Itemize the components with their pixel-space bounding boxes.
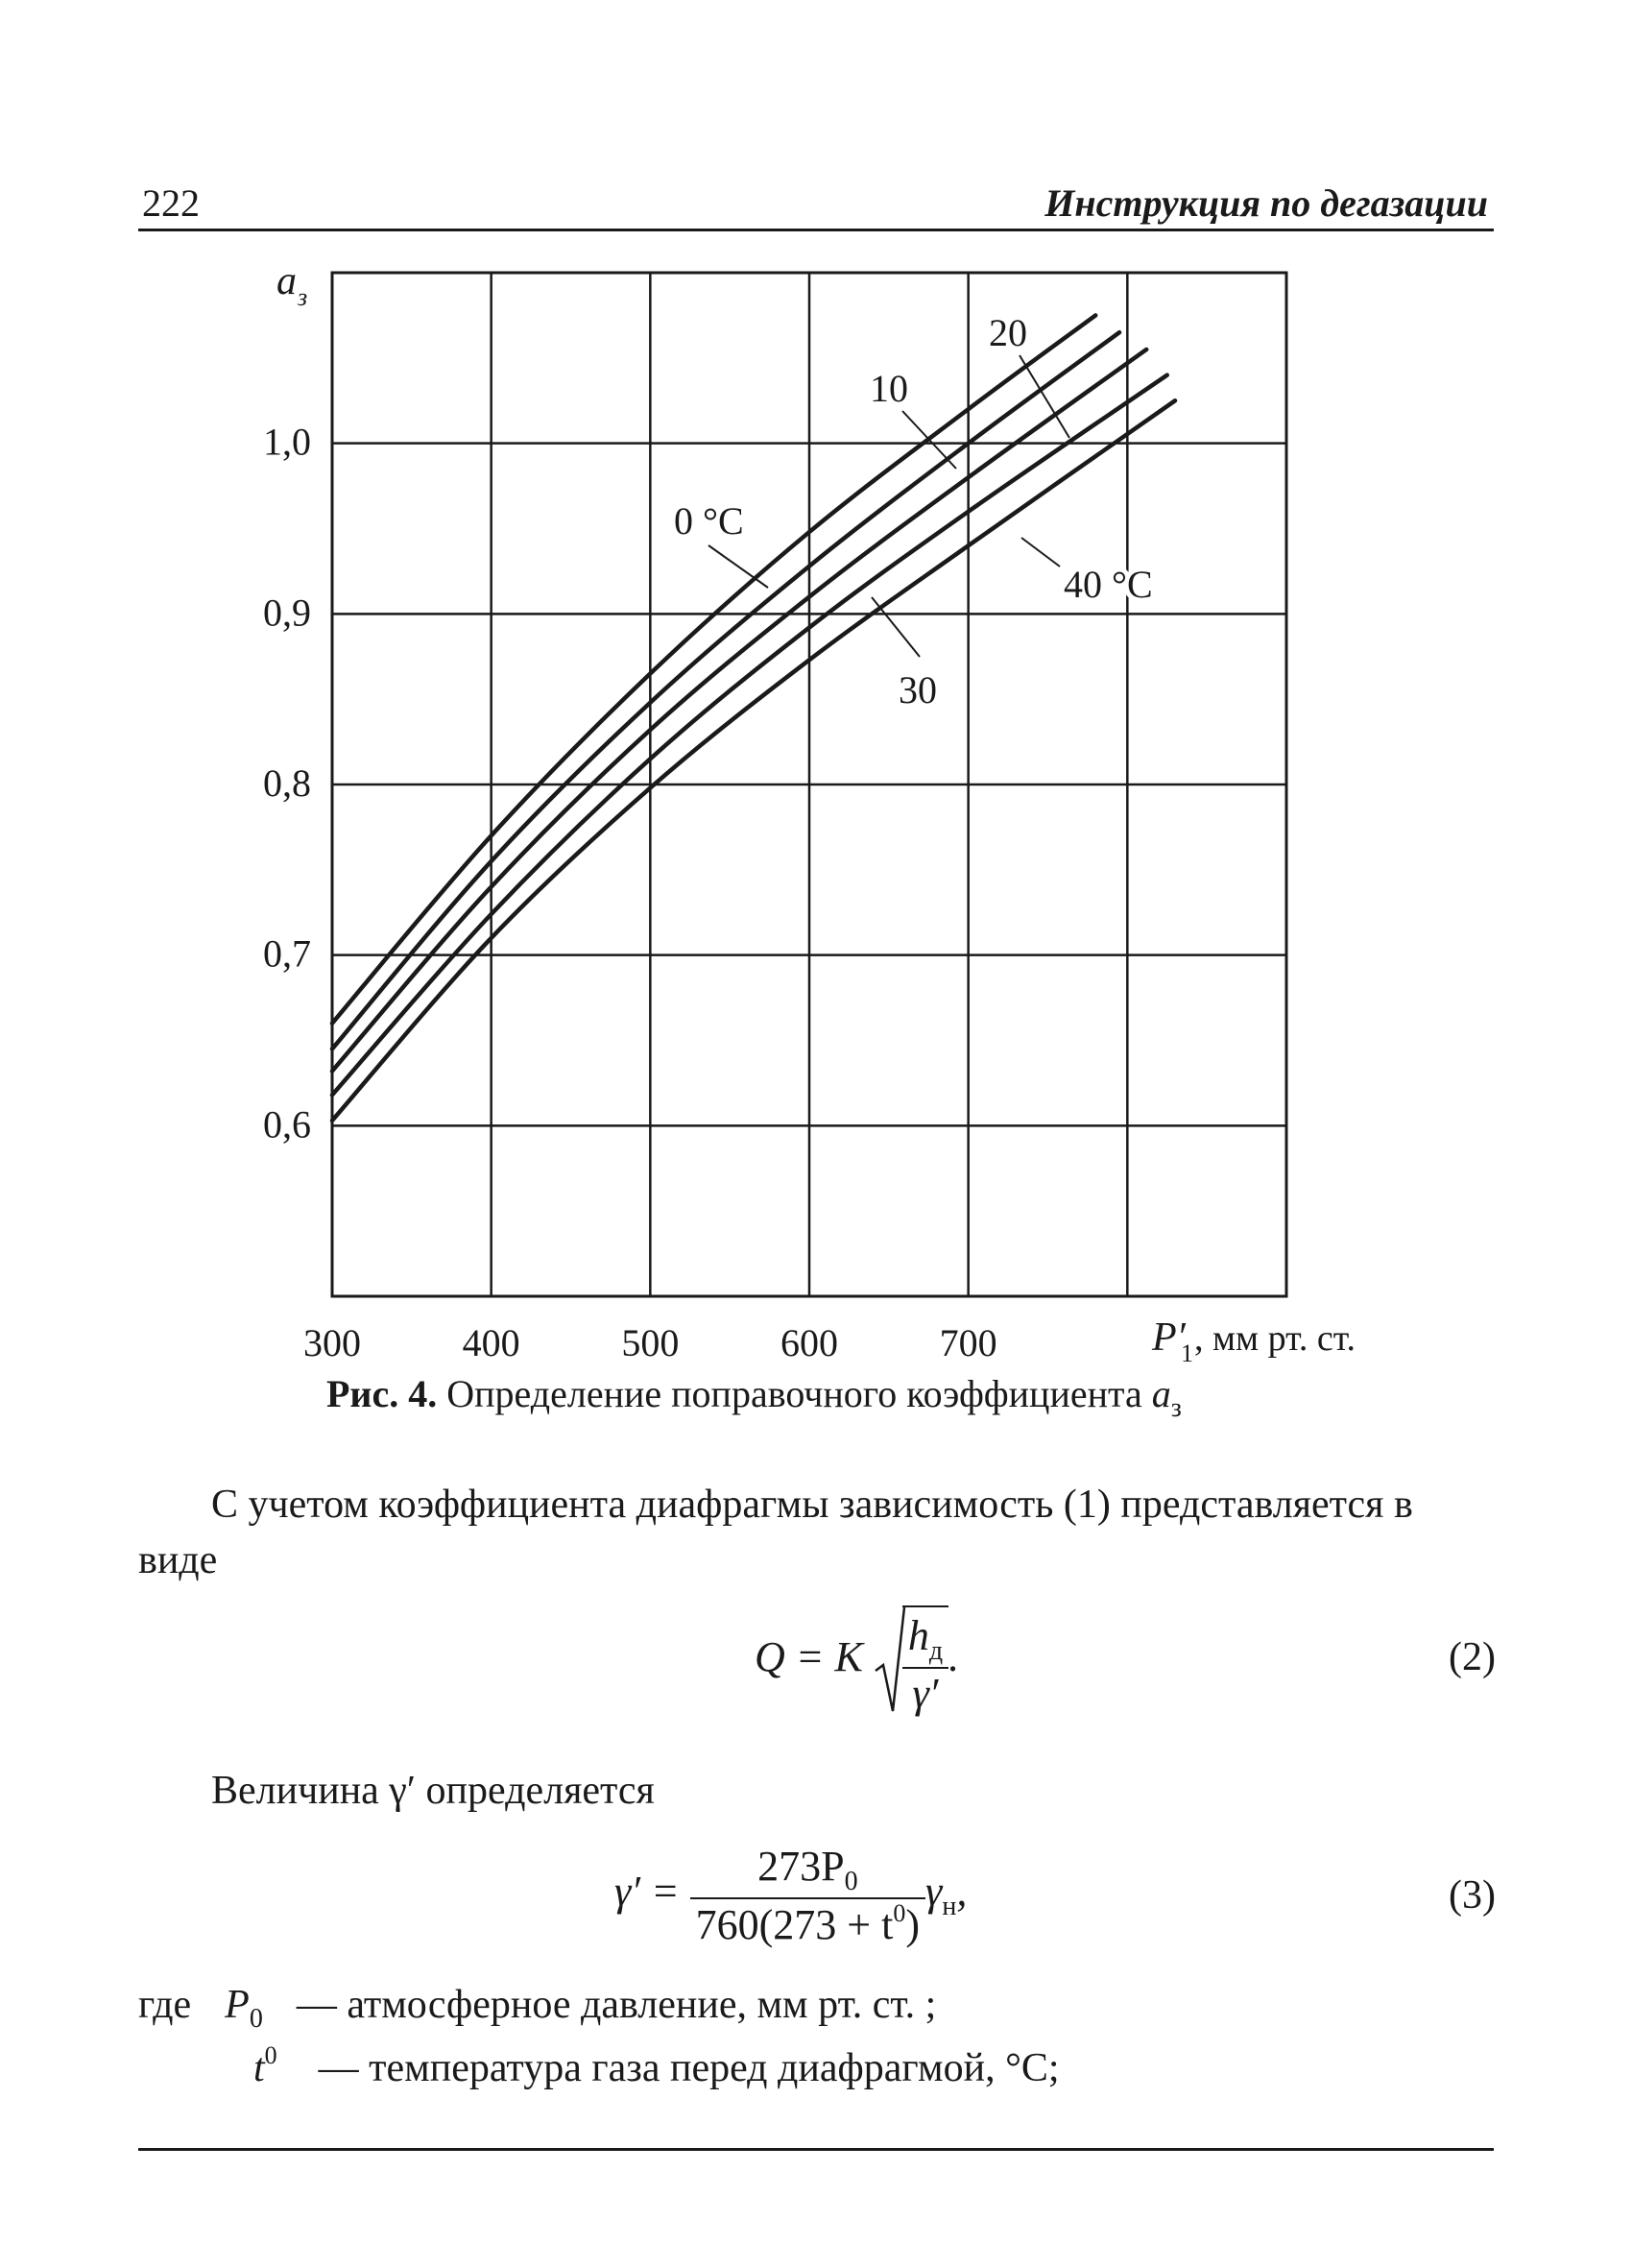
series-line-3 — [332, 375, 1167, 1096]
formula-2-fraction — [902, 1605, 948, 1718]
x-tick-label: 300 — [303, 1321, 361, 1363]
formula-3-num: 273P — [757, 1843, 845, 1890]
label-20: 20 — [989, 311, 1027, 354]
chart-ticks — [263, 421, 997, 1363]
definition-symbol-sup: 0 — [264, 2041, 277, 2069]
y-tick-label: 1,0 — [263, 420, 311, 464]
equation-number-2: (2) — [1449, 1635, 1496, 1679]
series-line-2 — [332, 350, 1146, 1072]
formula-2 — [755, 1604, 959, 1719]
y-axis-label: a — [276, 259, 297, 303]
definition-symbol: P — [225, 1983, 250, 2027]
formula-3-tail: γ — [925, 1868, 943, 1916]
paragraph-2: Величина γ′ определяется — [211, 1769, 655, 1813]
definition-row-2 — [253, 2041, 1060, 2091]
paragraph-1: С учетом коэффициента диафрагмы зависимость (1) представляется в виде — [138, 1483, 1413, 1582]
formula-3-tail-end: , — [956, 1868, 968, 1916]
label-30: 30 — [899, 668, 937, 712]
x-tick-label: 500 — [621, 1321, 680, 1363]
formula-3-lhs: γ′ = — [614, 1868, 680, 1916]
formula-2-num-sub: д — [928, 1635, 944, 1666]
sqrt-sign-icon — [874, 1604, 906, 1719]
leader-line — [1020, 355, 1069, 438]
formula-3-fraction — [690, 1842, 925, 1949]
leader-line — [1021, 538, 1060, 567]
definition-symbol: t — [253, 2046, 265, 2090]
caption-symbol: a — [1151, 1372, 1171, 1415]
label-40c: 40 °C — [1064, 563, 1153, 606]
formula-2-num: h — [907, 1611, 929, 1659]
formula-3 — [614, 1842, 967, 1949]
definition-text: — температура газа перед диафрагмой, °С; — [318, 2046, 1060, 2090]
y-axis-label-sub: з — [298, 283, 308, 311]
x-axis-label-unit: , мм рт. ст. — [1194, 1318, 1356, 1359]
series-line-0 — [332, 315, 1095, 1023]
series-line-1 — [332, 332, 1119, 1049]
y-tick-label: 0,8 — [263, 761, 311, 805]
leader-line — [902, 411, 956, 469]
leader-line — [872, 597, 920, 657]
formula-3-den-close: ) — [905, 1901, 921, 1948]
label-10: 10 — [870, 367, 908, 410]
definition-text: — атмосферное давление, мм рт. ст. ; — [296, 1983, 937, 2027]
x-axis-label: P′ — [1152, 1315, 1186, 1360]
caption-text: Определение поправочного коэффициента — [437, 1372, 1152, 1415]
running-title: Инструкция по дегазации — [1044, 181, 1488, 225]
definition-symbol-sub: 0 — [249, 2004, 263, 2034]
definition-prefix: где — [138, 1983, 192, 2027]
x-tick-label: 700 — [939, 1321, 997, 1363]
formula-3-tail-sub: н — [942, 1892, 957, 1922]
leader-line — [708, 545, 768, 588]
y-tick-label: 0,7 — [263, 931, 311, 976]
x-tick-label: 400 — [462, 1321, 520, 1363]
figure-caption — [326, 1371, 1182, 1424]
page-number: 222 — [142, 181, 200, 225]
chart-curves — [332, 315, 1175, 1121]
equation-number-3: (3) — [1449, 1873, 1496, 1918]
series-line-4 — [332, 400, 1175, 1121]
chart-grid — [332, 273, 1286, 1296]
y-tick-label: 0,9 — [263, 591, 311, 635]
formula-2-lhs: Q = K — [755, 1633, 863, 1681]
definition-row-1 — [138, 1982, 936, 2035]
caption-symbol-sub: з — [1170, 1393, 1182, 1423]
y-tick-label: 0,6 — [263, 1102, 311, 1146]
formula-3-num-sub: 0 — [844, 1867, 858, 1896]
chart-labels — [276, 259, 1356, 1363]
formula-2-tail: . — [948, 1633, 960, 1681]
formula-3-den-sup: 0 — [893, 1899, 906, 1927]
label-0c: 0 °C — [674, 499, 744, 543]
footer-rule — [138, 2148, 1494, 2151]
caption-label: Рис. 4. — [326, 1372, 438, 1415]
x-axis-label-sub: 1 — [1181, 1339, 1193, 1363]
x-tick-label: 600 — [780, 1321, 838, 1363]
formula-2-sqrt — [874, 1604, 948, 1719]
formula-2-den: γ′ — [912, 1669, 939, 1717]
formula-3-den: 760(273 + t — [695, 1901, 894, 1948]
